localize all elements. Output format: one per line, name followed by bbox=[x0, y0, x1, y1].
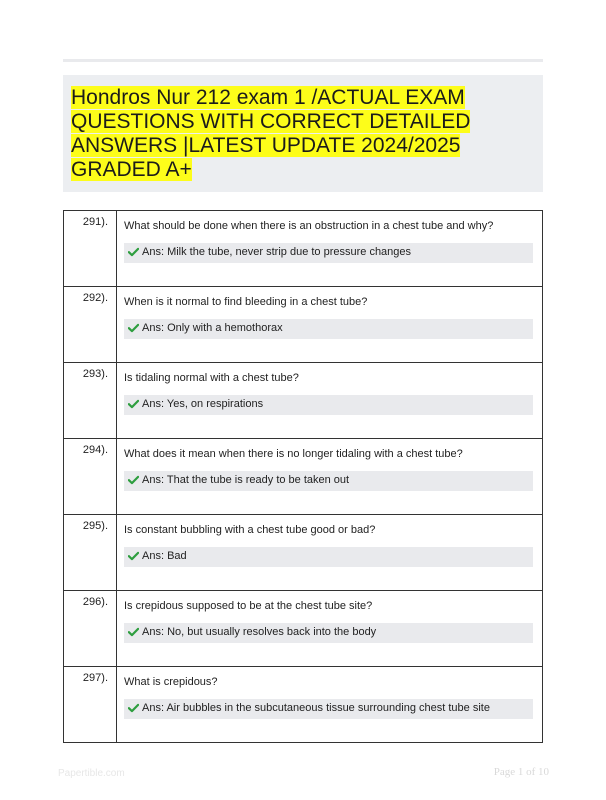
answer-text: Ans: No, but usually resolves back into the body bbox=[142, 626, 377, 638]
question-text: What is crepidous? bbox=[124, 676, 218, 688]
table-row bbox=[64, 515, 543, 591]
question-number: 295). bbox=[64, 515, 117, 591]
check-icon bbox=[128, 551, 139, 561]
question-cell bbox=[117, 667, 543, 743]
answer-text: Ans: Air bubbles in the subcutaneous tissue surrounding chest tube site bbox=[142, 702, 490, 714]
question-number: 293). bbox=[64, 363, 117, 439]
question-text: What should be done when there is an obstruction in a chest tube and why? bbox=[124, 220, 494, 232]
table-row bbox=[64, 363, 543, 439]
answer-text: Ans: That the tube is ready to be taken out bbox=[142, 474, 350, 486]
check-icon bbox=[128, 703, 139, 713]
answer-text: Ans: Bad bbox=[142, 550, 187, 562]
question-cell bbox=[117, 287, 543, 363]
check-icon bbox=[128, 323, 139, 333]
question-number: 291). bbox=[64, 211, 117, 287]
answer-box bbox=[124, 699, 533, 719]
answer-text: Ans: Only with a hemothorax bbox=[142, 322, 283, 334]
table-row bbox=[64, 211, 543, 287]
question-cell bbox=[117, 439, 543, 515]
answer-text: Ans: Yes, on respirations bbox=[142, 398, 264, 410]
top-divider bbox=[63, 59, 543, 62]
check-icon bbox=[128, 247, 139, 257]
check-icon bbox=[128, 627, 139, 637]
question-cell bbox=[117, 591, 543, 667]
table-row bbox=[64, 667, 543, 743]
question-text: Is tidaling normal with a chest tube? bbox=[124, 372, 299, 384]
answer-box bbox=[124, 623, 533, 643]
question-text: Is constant bubbling with a chest tube good or bad? bbox=[124, 524, 376, 536]
question-text: When is it normal to find bleeding in a chest tube? bbox=[124, 296, 368, 308]
document-title: Hondros Nur 212 exam 1 /ACTUAL EXAM QUESTIONS WITH CORRECT DETAILED ANSWERS |LATEST UPDATE 2024/2025 GRADED A+ bbox=[71, 86, 471, 181]
check-icon bbox=[128, 399, 139, 409]
question-cell bbox=[117, 211, 543, 287]
question-number: 297). bbox=[64, 667, 117, 743]
footer-watermark: Papertible.com bbox=[58, 768, 125, 779]
question-number: 292). bbox=[64, 287, 117, 363]
question-number: 296). bbox=[64, 591, 117, 667]
page-number: Page 1 of 10 bbox=[493, 766, 549, 778]
question-text: What does it mean when there is no longer tidaling with a chest tube? bbox=[124, 448, 463, 460]
table-row bbox=[64, 439, 543, 515]
question-text: Is crepidous supposed to be at the chest tube site? bbox=[124, 600, 373, 612]
table-row bbox=[64, 591, 543, 667]
answer-box bbox=[124, 243, 533, 263]
question-cell bbox=[117, 363, 543, 439]
question-cell bbox=[117, 515, 543, 591]
title-banner bbox=[63, 75, 543, 192]
answer-box bbox=[124, 547, 533, 567]
answer-box bbox=[124, 395, 533, 415]
table-row bbox=[64, 287, 543, 363]
check-icon bbox=[128, 475, 139, 485]
answer-box bbox=[124, 471, 533, 491]
answer-text: Ans: Milk the tube, never strip due to pressure changes bbox=[142, 246, 412, 258]
qa-table bbox=[63, 210, 543, 743]
answer-box bbox=[124, 319, 533, 339]
question-number: 294). bbox=[64, 439, 117, 515]
